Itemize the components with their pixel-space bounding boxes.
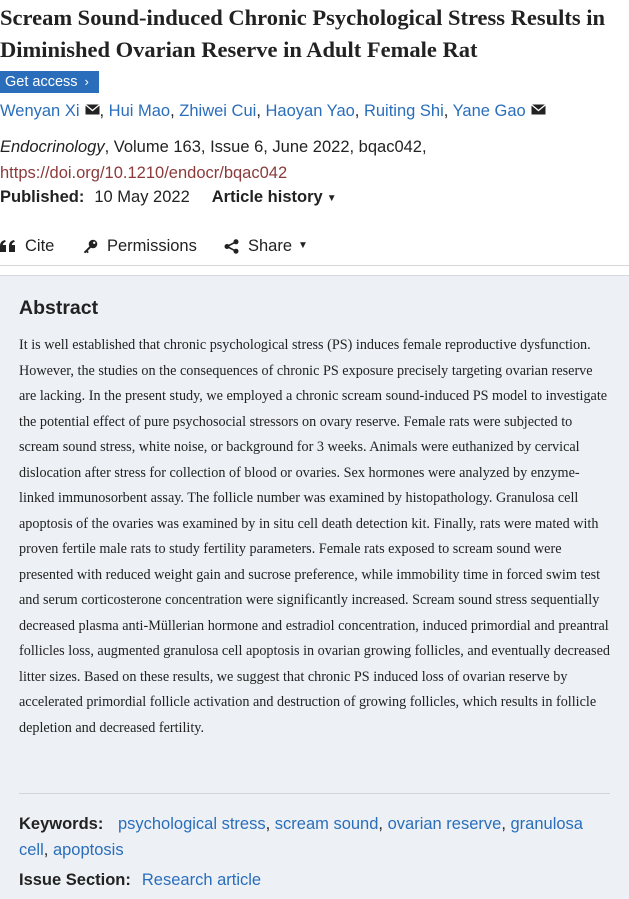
- cite-label: Cite: [25, 237, 55, 255]
- author-link[interactable]: Hui Mao: [108, 102, 171, 120]
- author-link[interactable]: Haoyan Yao: [265, 102, 355, 120]
- share-label: Share: [248, 237, 293, 255]
- published-row: [0, 186, 629, 211]
- issue-section-label: Issue Section:: [19, 871, 131, 889]
- author-link[interactable]: Zhiwei Cui: [179, 102, 257, 120]
- section-divider: [0, 265, 629, 266]
- share-icon: [224, 239, 239, 254]
- keyword-link[interactable]: granulosa cell: [19, 815, 583, 859]
- chevron-right-icon: ›: [84, 74, 89, 89]
- key-icon: [83, 239, 98, 254]
- abstract-text: It is well established that chronic psychological stress (PS) induces female reproductive dysfunction. However, the studies on the consequences of chronic PS exposure precisely targeting ovarian reserve are lacking. In the present study, we employed a chronic scream sound-induced PS model to investigate the potential effect of pure psychosocial stressors on ovary reserve. Female rats were subjected to scream sound stress, white noise, or background for 3 weeks. Animals were euthanized by cervical dislocation after stress for collection of blood or ovaries. Sex hormones were analyzed by enzyme-linked immunosorbent assay. The follicle number was examined by histopathology. Granulosa cell apoptosis of the ovaries was examined by in situ cell death detection kit. Finally, rats were mated with proven fertile male rats to study fertility parameters. Female rats exposed to scream sound were presented with reduced weight gain and sucrose preference, while immobility time in forced swim test and serum corticosterone concentration were significantly increased. Scream sound stress sequentially decreased plasma anti-Müllerian hormone and estradiol concentration, induced primordial and preantral follicles loss, augmented granulosa cell apoptosis in ovarian growing follicles, and eventually decreased litter sizes. Based on these results, we suggest that chronic PS induced loss of ovarian reserve by accelerated primordial follicle activation and destruction of growing follicles, which results in follicle depletion and decreased fertility.: [19, 337, 610, 736]
- get-access-button[interactable]: [0, 71, 99, 93]
- article-tools: [0, 234, 629, 258]
- published-label: Published:: [0, 188, 85, 206]
- keyword-link[interactable]: apoptosis: [52, 841, 124, 859]
- abstract-heading: Abstract: [19, 297, 99, 319]
- abstract-divider: [19, 793, 610, 794]
- published-date: 10 May 2022: [94, 188, 190, 206]
- article-title: Scream Sound-induced Chronic Psychological Stress Results in Diminished Ovarian Reserve in Adult Female Rat: [0, 5, 606, 62]
- quote-icon: [0, 240, 16, 252]
- article-history-label: Article history: [211, 188, 323, 206]
- issue-section-link[interactable]: Research article: [141, 871, 262, 889]
- permissions-button[interactable]: [83, 234, 197, 258]
- keyword-link[interactable]: scream sound: [274, 815, 379, 833]
- journal-name: Endocrinology: [0, 138, 105, 156]
- doi-link[interactable]: https://doi.org/10.1210/endocr/bqac042: [0, 164, 288, 182]
- article-history-dropdown[interactable]: [212, 188, 337, 206]
- keyword-link[interactable]: ovarian reserve: [387, 815, 502, 833]
- author-list: Wenyan Xi , Hui Mao, Zhiwei Cui, Haoyan Yao, Ruiting Shi, Yane Gao: [0, 99, 629, 123]
- envelope-icon[interactable]: [85, 104, 100, 115]
- keywords-row: Keywords: psychological stress, scream sound, ovarian reserve, granulosa cell, apoptosis: [19, 815, 583, 859]
- author-link[interactable]: Wenyan Xi: [0, 102, 80, 120]
- cite-button[interactable]: [0, 234, 54, 258]
- keywords-label: Keywords:: [19, 815, 104, 833]
- keyword-link[interactable]: psychological stress: [117, 815, 266, 833]
- author-link[interactable]: Yane Gao: [452, 102, 526, 120]
- get-access-label: Get access: [5, 74, 78, 90]
- issue-section-row: [19, 868, 611, 892]
- permissions-label: Permissions: [107, 237, 197, 255]
- citation: [0, 134, 629, 186]
- author-link[interactable]: Ruiting Shi: [363, 102, 444, 120]
- envelope-icon[interactable]: [531, 104, 546, 115]
- caret-down-icon: ▼: [298, 240, 308, 251]
- share-dropdown[interactable]: [224, 234, 308, 258]
- citation-details: , Volume 163, Issue 6, June 2022, bqac042,: [104, 138, 427, 156]
- caret-down-icon: ▼: [326, 193, 337, 204]
- abstract-section: [0, 275, 629, 899]
